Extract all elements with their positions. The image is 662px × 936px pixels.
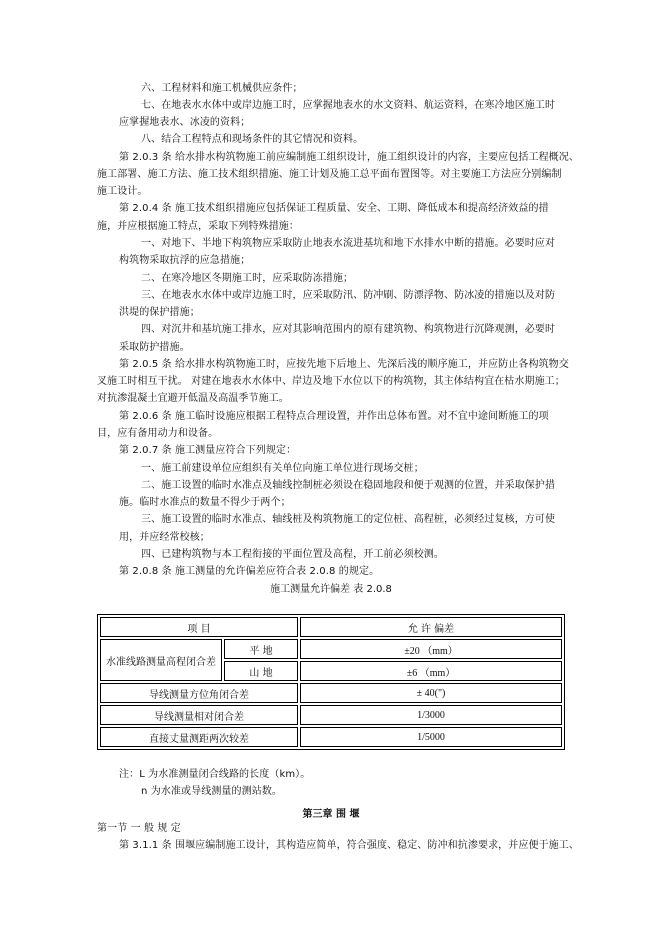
paragraph-line: 目，应有备用动力和设备。 xyxy=(97,428,219,439)
table-note: n 为水准或导线测量的测站数。 xyxy=(141,786,283,797)
paragraph-line: 采取防护措施。 xyxy=(119,342,190,353)
paragraph-line: 第 2.0.4 条 施工技术组织措施应包括保证工程质量、安全、工期、降低成本和提高经济效益的措 xyxy=(119,203,549,214)
paragraph-line: 第 2.0.8 条 施工测量的允许偏差应符合表 2.0.8 的规定。 xyxy=(119,566,380,577)
row-value: 1/5000 xyxy=(300,727,562,747)
section-title: 第一节 一 般 规 定 xyxy=(97,823,181,834)
paragraph-line: 三、在地表水水体中或岸边施工时，应采取防汛、防冲刷、防漂浮物、防冰凌的措施以及对防 xyxy=(141,290,556,301)
table-header-row xyxy=(100,617,562,637)
row-label: 导线测量相对闭合差 xyxy=(100,705,298,725)
paragraph-line: 第 3.1.1 条 围堰应编制施工设计，其构造应简单，符合强度、稳定、防冲和抗渗要求，并应便于施工、 xyxy=(119,840,579,851)
paragraph-line: 应掌握地表水、冰凌的资料； xyxy=(119,117,251,128)
paragraph-line: 二、施工设置的临时水准点及轴线控制桩必须设在稳固地段和便于观测的位置，并采取保护措 xyxy=(141,480,556,491)
paragraph-line: 施工设计。 xyxy=(97,186,148,197)
row-sub-label: 平 地 xyxy=(224,639,298,659)
paragraph-line: 第 2.0.5 条 给水排水构筑物施工时，应按先地下后地上、先深后浅的顺序施工，并应防止各构筑物交 xyxy=(119,359,569,370)
row-label: 水准线路测量高程闭合差 xyxy=(100,639,222,681)
paragraph-line: 构筑物采取抗浮的应急措施； xyxy=(119,255,251,266)
paragraph-line: 叉施工时相互干扰。 对建在地表水水体中、岸边及地下水位以下的构筑物，其主体结构宜在枯水期施工； xyxy=(97,376,565,387)
row-value: 1/3000 xyxy=(300,705,562,725)
paragraph-line: 第 2.0.7 条 施工测量应符合下列规定： xyxy=(119,445,297,456)
row-value: ±20 （mm） xyxy=(300,639,562,659)
paragraph-line: 一、对地下、半地下构筑物应采取防止地表水流进基坑和地下水排水中断的措施。必要时应对 xyxy=(141,238,556,249)
paragraph-line: 洪堤的保护措施； xyxy=(119,307,200,318)
paragraph-line: 二、在寒冷地区冬期施工时，应采取防冻措施； xyxy=(141,273,354,284)
paragraph-line: 六、工程材料和施工机械供应条件； xyxy=(141,83,303,94)
header-tolerance: 允 许 偏差 xyxy=(300,617,562,637)
paragraph-line: 第 2.0.3 条 给水排水构筑物施工前应编制施工组织设计，施工组织设计的内容，主要应包括工程概况、 xyxy=(119,152,579,163)
row-value: ± 40(") xyxy=(300,683,562,703)
tolerance-table xyxy=(97,614,565,750)
table-row xyxy=(100,683,562,703)
table-note: 注：L 为水准测量闭合线路的长度（km）。 xyxy=(119,769,311,780)
paragraph-line: 对抗渗混凝土宜避开低温及高温季节施工。 xyxy=(97,393,289,404)
chapter-title: 第三章 围 堰 xyxy=(302,809,360,820)
paragraph-line: 施，并应根据施工特点，采取下列特殊措施： xyxy=(97,221,299,232)
row-sub-label: 山 地 xyxy=(224,661,298,681)
paragraph-line: 用，并应经常校核； xyxy=(119,532,210,543)
paragraph-line: 七、在地表水水体中或岸边施工时，应掌握地表水的水文资料、航运资料，在寒冷地区施工时 xyxy=(141,100,556,111)
paragraph-line: 三、施工设置的临时水准点、轴线桩及构筑物施工的定位桩、高程桩，必须经过复核，方可使 xyxy=(141,514,556,525)
paragraph-line: 施工部署、施工方法、施工技术组织措施、施工计划及施工总平面布置图等。对主要施工方法应分别编制 xyxy=(97,169,562,180)
paragraph-line: 施。临时水准点的数量不得少于两个； xyxy=(119,497,291,508)
paragraph-line: 四、已建构筑物与本工程衔接的平面位置及高程，开工前必须校测。 xyxy=(141,549,444,560)
header-item: 项 目 xyxy=(100,617,298,637)
table-row xyxy=(100,705,562,725)
paragraph-line: 八、结合工程特点和现场条件的其它情况和资料。 xyxy=(141,134,364,145)
row-label: 直接丈量测距两次较差 xyxy=(100,727,298,747)
table-row xyxy=(100,727,562,747)
table-caption: 施工测量允许偏差 表 2.0.8 xyxy=(270,584,392,595)
paragraph-line: 四、对沉井和基坑施工排水，应对其影响范围内的原有建筑物、构筑物进行沉降观测，必要时 xyxy=(141,324,556,335)
row-label: 导线测量方位角闭合差 xyxy=(100,683,298,703)
table-row xyxy=(100,639,562,659)
row-value: ±6 （mm） xyxy=(300,661,562,681)
paragraph-line: 一、施工前建设单位应组织有关单位向施工单位进行现场交桩； xyxy=(141,463,424,474)
paragraph-line: 第 2.0.6 条 施工临时设施应根据工程特点合理设置，并作出总体布置。对不宜中途间断施工的项 xyxy=(119,411,549,422)
